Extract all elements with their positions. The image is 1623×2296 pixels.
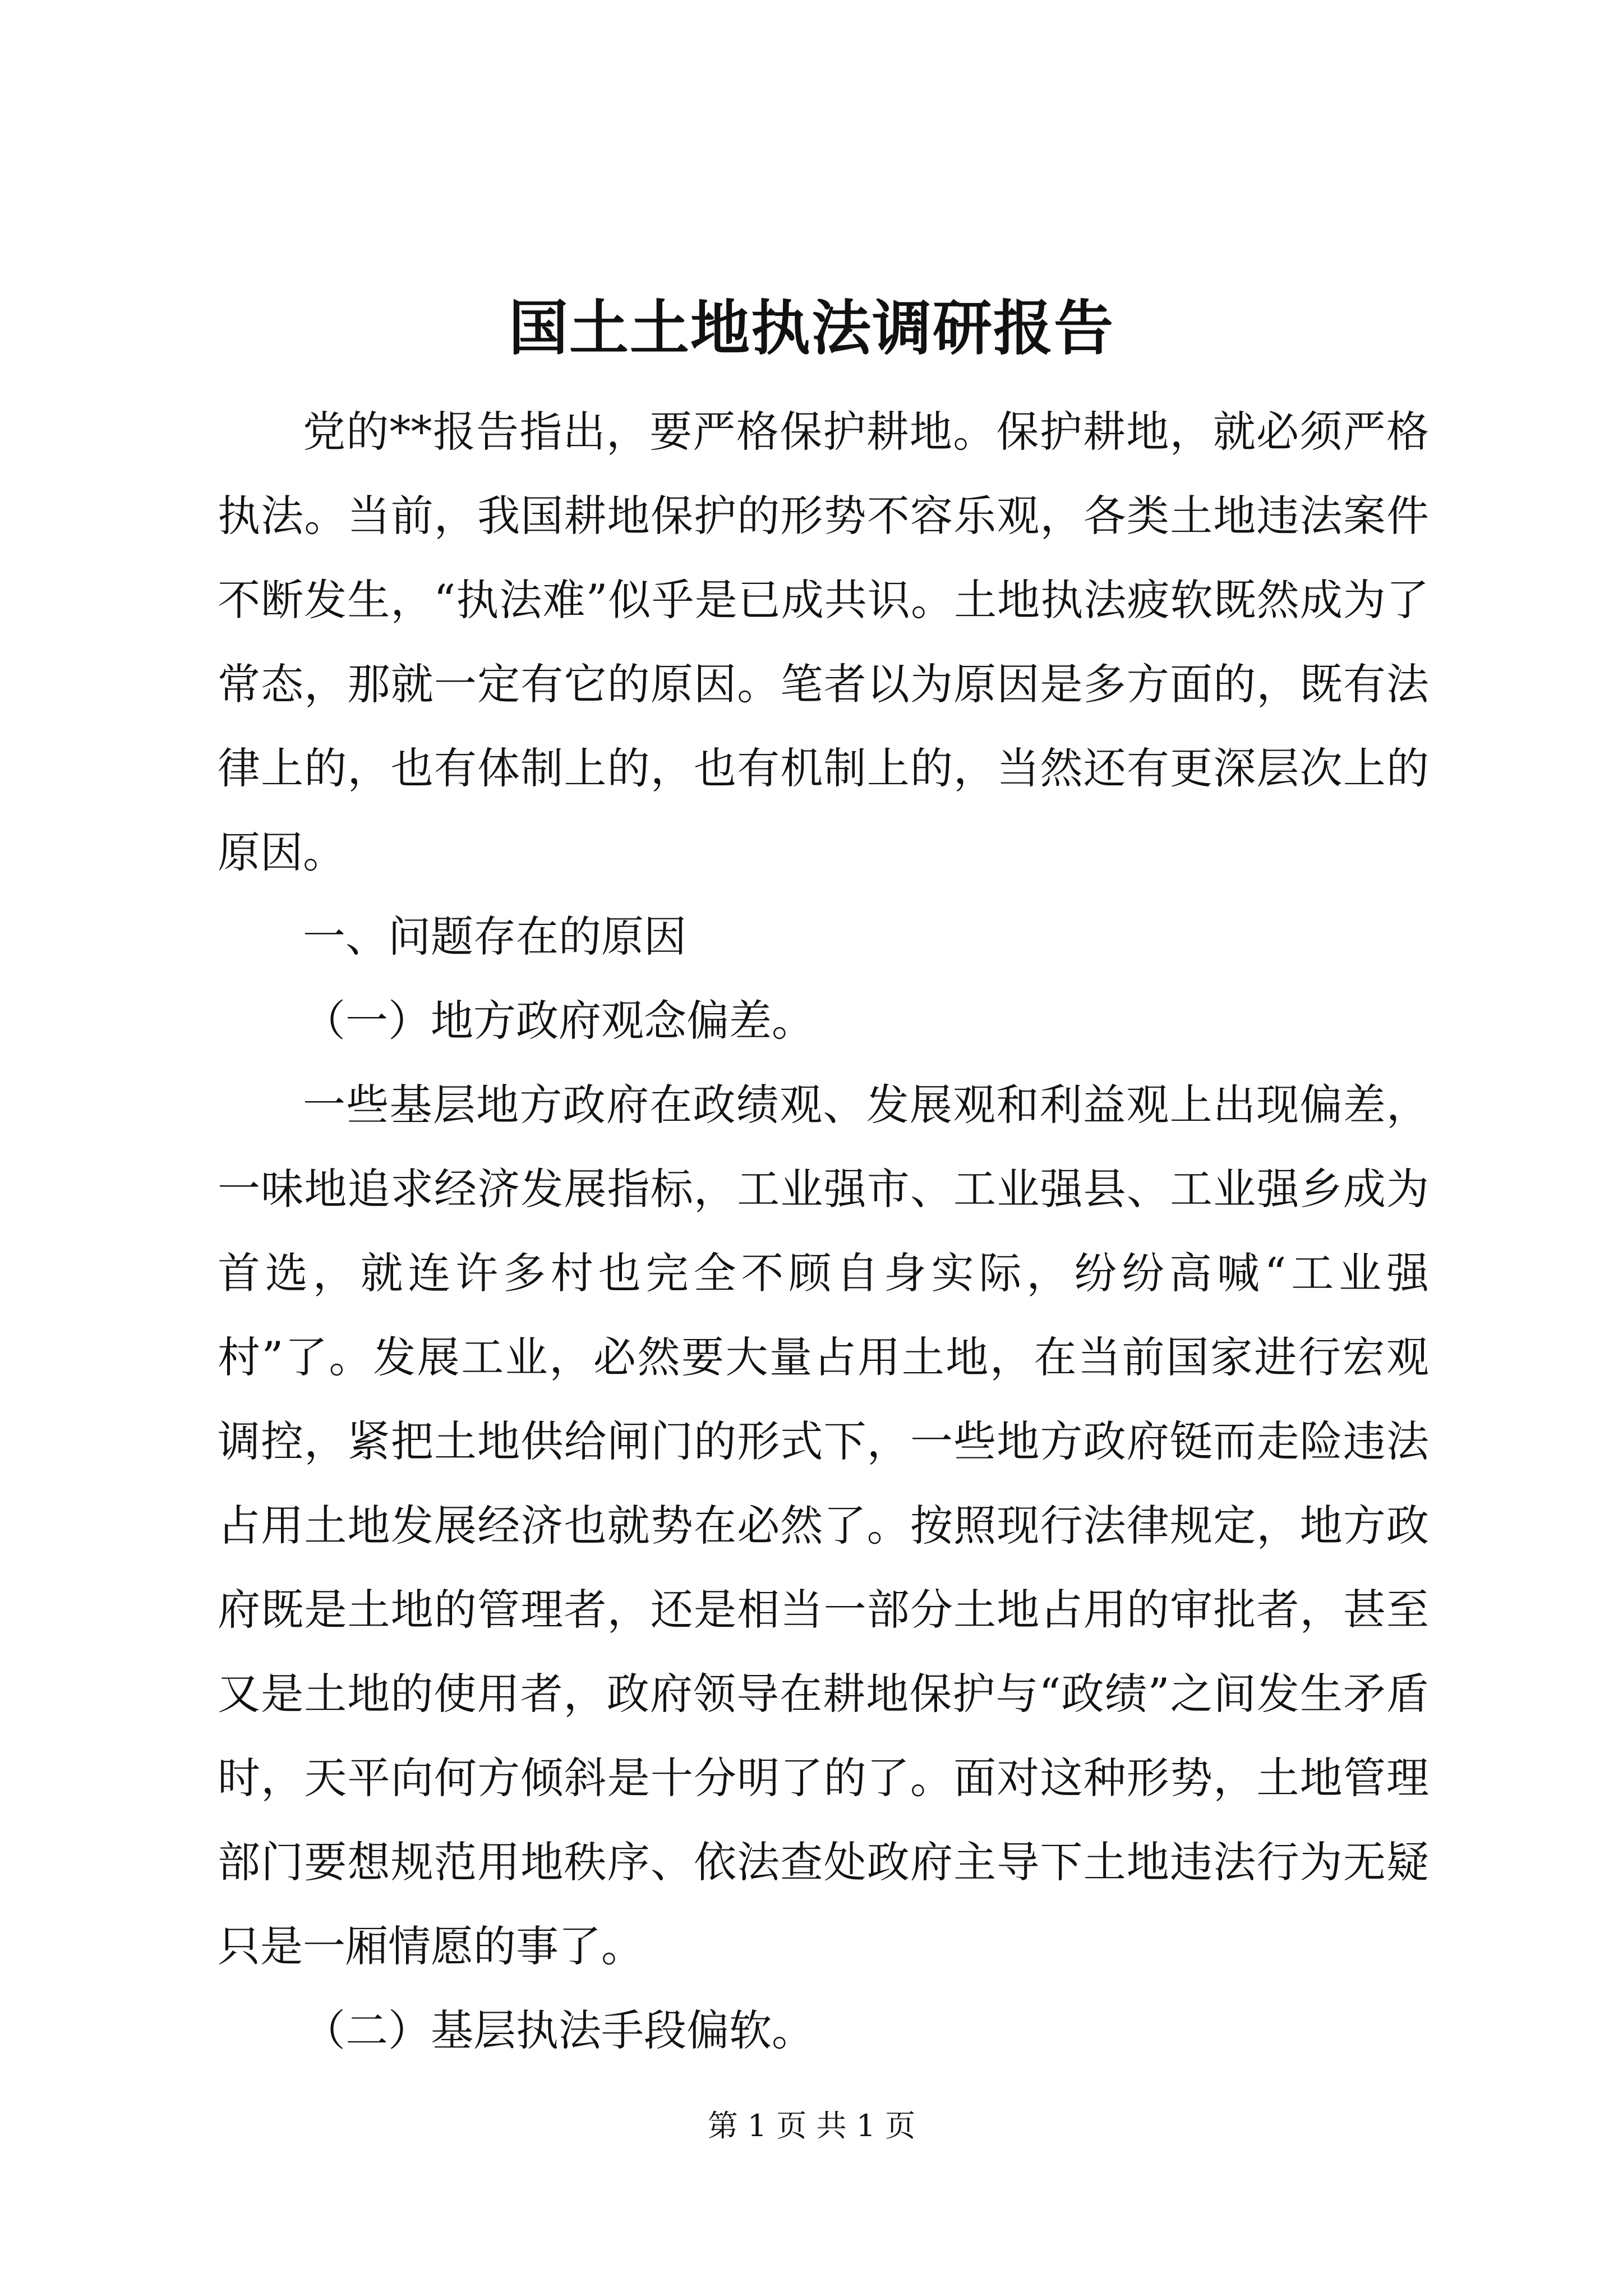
- intro-paragraph: 党的**报告指出，要严格保护耕地。保护耕地，就必须严格执法。当前，我国耕地保护的形势不容乐观，各类土地违法案件不断发生，“执法难”似乎是已成共识。土地执法疲软既然成为了常态，那就一定有它的原因。笔者以为原因是多方面的，既有法律上的，也有体制上的，也有机制上的，当然还有更深层次上的原因。: [218, 407, 1429, 877]
- section-heading: 一、问题存在的原因: [303, 912, 686, 961]
- body-paragraph-2: 一些基层地方政府在政绩观、发展观和利益观上出现偏差，一味地追求经济发展指标，工业强市、工业强县、工业强乡成为首选，就连许多村也完全不顾自身实际，纷纷高喊“工业强村”了。发展工业，必然要大量占用土地，在当前国家进行宏观调控，紧把土地供给闸门的形式下，一些地方政府铤而走险违法占用土地发展经济也就势在必然了。按照现行法律规定，地方政府既是土地的管理者，还是相当一部分土地占用的审批者，甚至又是土地的使用者，政府领导在耕地保护与“政绩”之间发生矛盾时，天平向何方倾斜是十分明了的了。面对这种形势，土地管理部门要想规范用地秩序、依法查处政府主导下土地违法行为无疑只是一厢情愿的事了。: [218, 1080, 1429, 1971]
- page-footer: 第 1 页 共 1 页: [707, 2108, 916, 2143]
- document-title: 国土土地执法调研报告: [509, 293, 1114, 363]
- document-body: [218, 390, 1429, 2073]
- sub-heading-1: （一）地方政府观念偏差。: [303, 996, 814, 1046]
- sub-heading-2: （二）基层执法手段偏软。: [303, 2005, 814, 2055]
